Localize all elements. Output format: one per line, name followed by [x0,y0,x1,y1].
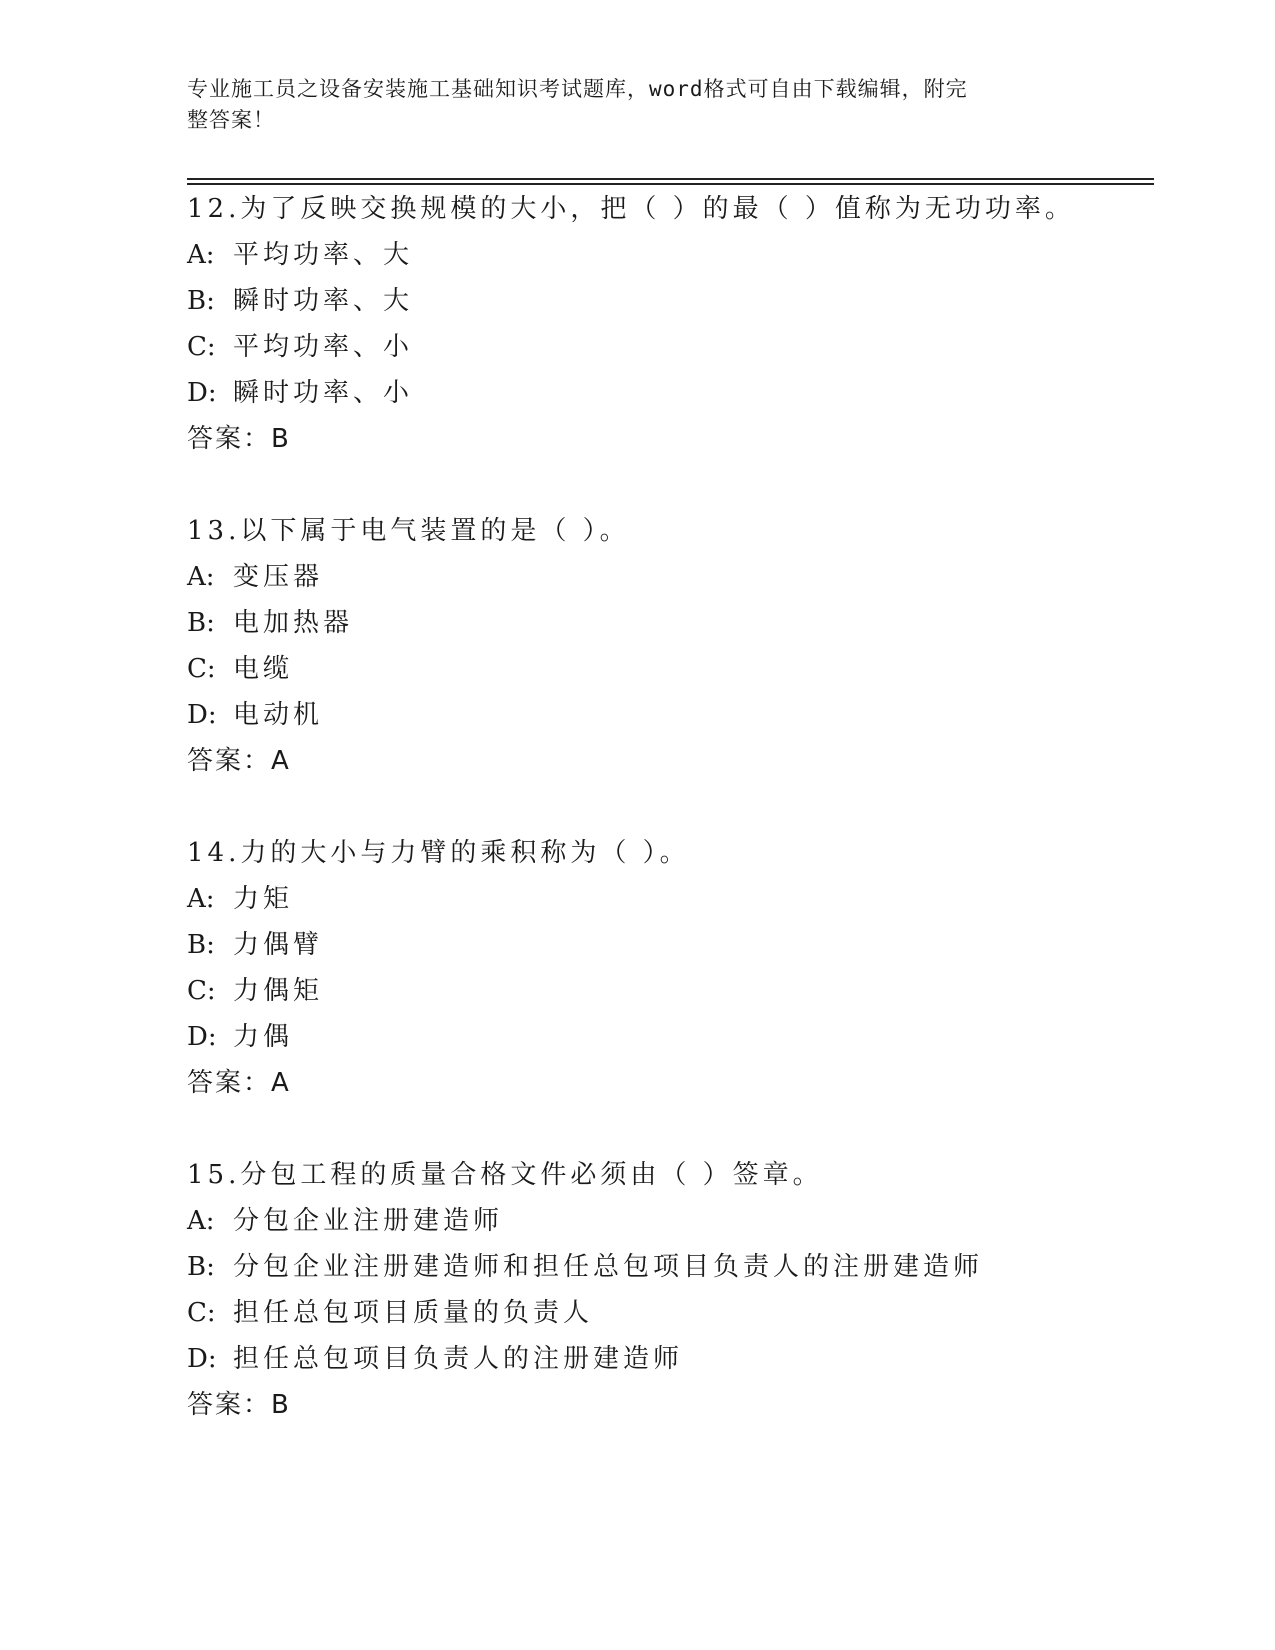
option-text: 担任总包项目质量的负责人 [233,1298,594,1328]
option-text: 电加热器 [233,608,354,638]
option-text: 平均功率、小 [233,332,414,362]
option-letter: C: [187,976,216,1006]
header-title-line-2: 整答案！ [187,108,275,132]
option-text: 力偶 [233,1022,294,1052]
header-title-line-1: 专业施工员之设备安装施工基础知识考试题库，word格式可自由下载编辑，附完 [187,77,968,101]
question-15 [187,1152,1167,1428]
answer-label: 答案：A [187,1068,291,1098]
option-letter: B: [187,930,215,960]
option-letter: A: [187,562,215,592]
option-d [187,1336,1167,1382]
answer-label: 答案：A [187,746,291,776]
option-c [187,324,1167,370]
option-b [187,922,1167,968]
option-c [187,1290,1167,1336]
question-12 [187,186,1167,462]
option-text: 分包企业注册建造师 [233,1206,504,1236]
option-d [187,692,1167,738]
option-a [187,232,1167,278]
option-text: 电缆 [233,654,294,684]
option-letter: A: [187,1206,215,1236]
question-stem: 15.分包工程的质量合格文件必须由（ ）签章。 [187,1160,823,1190]
option-b [187,600,1167,646]
option-d [187,1014,1167,1060]
option-text: 担任总包项目负责人的注册建造师 [233,1344,684,1374]
question-stem: 14.力的大小与力臂的乘积称为（ ）。 [187,838,690,868]
option-letter: C: [187,1298,216,1328]
question-14 [187,830,1167,1106]
option-letter: D: [187,700,217,730]
option-text: 分包企业注册建造师和担任总包项目负责人的注册建造师 [233,1252,984,1282]
option-letter: C: [187,332,216,362]
option-letter: C: [187,654,216,684]
option-text: 力偶矩 [233,976,324,1006]
option-c [187,968,1167,1014]
option-a [187,1198,1167,1244]
option-b [187,278,1167,324]
option-letter: B: [187,608,215,638]
option-text: 变压器 [233,562,324,592]
option-d [187,370,1167,416]
answer-label: 答案：B [187,1390,291,1420]
option-letter: B: [187,286,215,316]
option-letter: A: [187,884,215,914]
question-stem: 13.以下属于电气装置的是（ ）。 [187,516,630,546]
answer-label: 答案：B [187,424,291,454]
option-text: 电动机 [233,700,324,730]
document-header [187,74,1067,136]
option-a [187,876,1167,922]
option-letter: D: [187,1022,217,1052]
option-text: 力矩 [233,884,294,914]
option-text: 平均功率、大 [233,240,414,270]
option-text: 力偶臂 [233,930,324,960]
option-letter: D: [187,1344,217,1374]
question-stem: 12.为了反映交换规模的大小，把（ ）的最（ ）值称为无功功率。 [187,194,1075,224]
question-13 [187,508,1167,784]
option-text: 瞬时功率、大 [233,286,414,316]
option-letter: D: [187,378,217,408]
header-divider-bottom [187,183,1154,185]
option-a [187,554,1167,600]
option-c [187,646,1167,692]
header-divider-top [187,178,1154,180]
option-text: 瞬时功率、小 [233,378,414,408]
option-letter: A: [187,240,215,270]
option-b [187,1244,1167,1290]
option-letter: B: [187,1252,215,1282]
